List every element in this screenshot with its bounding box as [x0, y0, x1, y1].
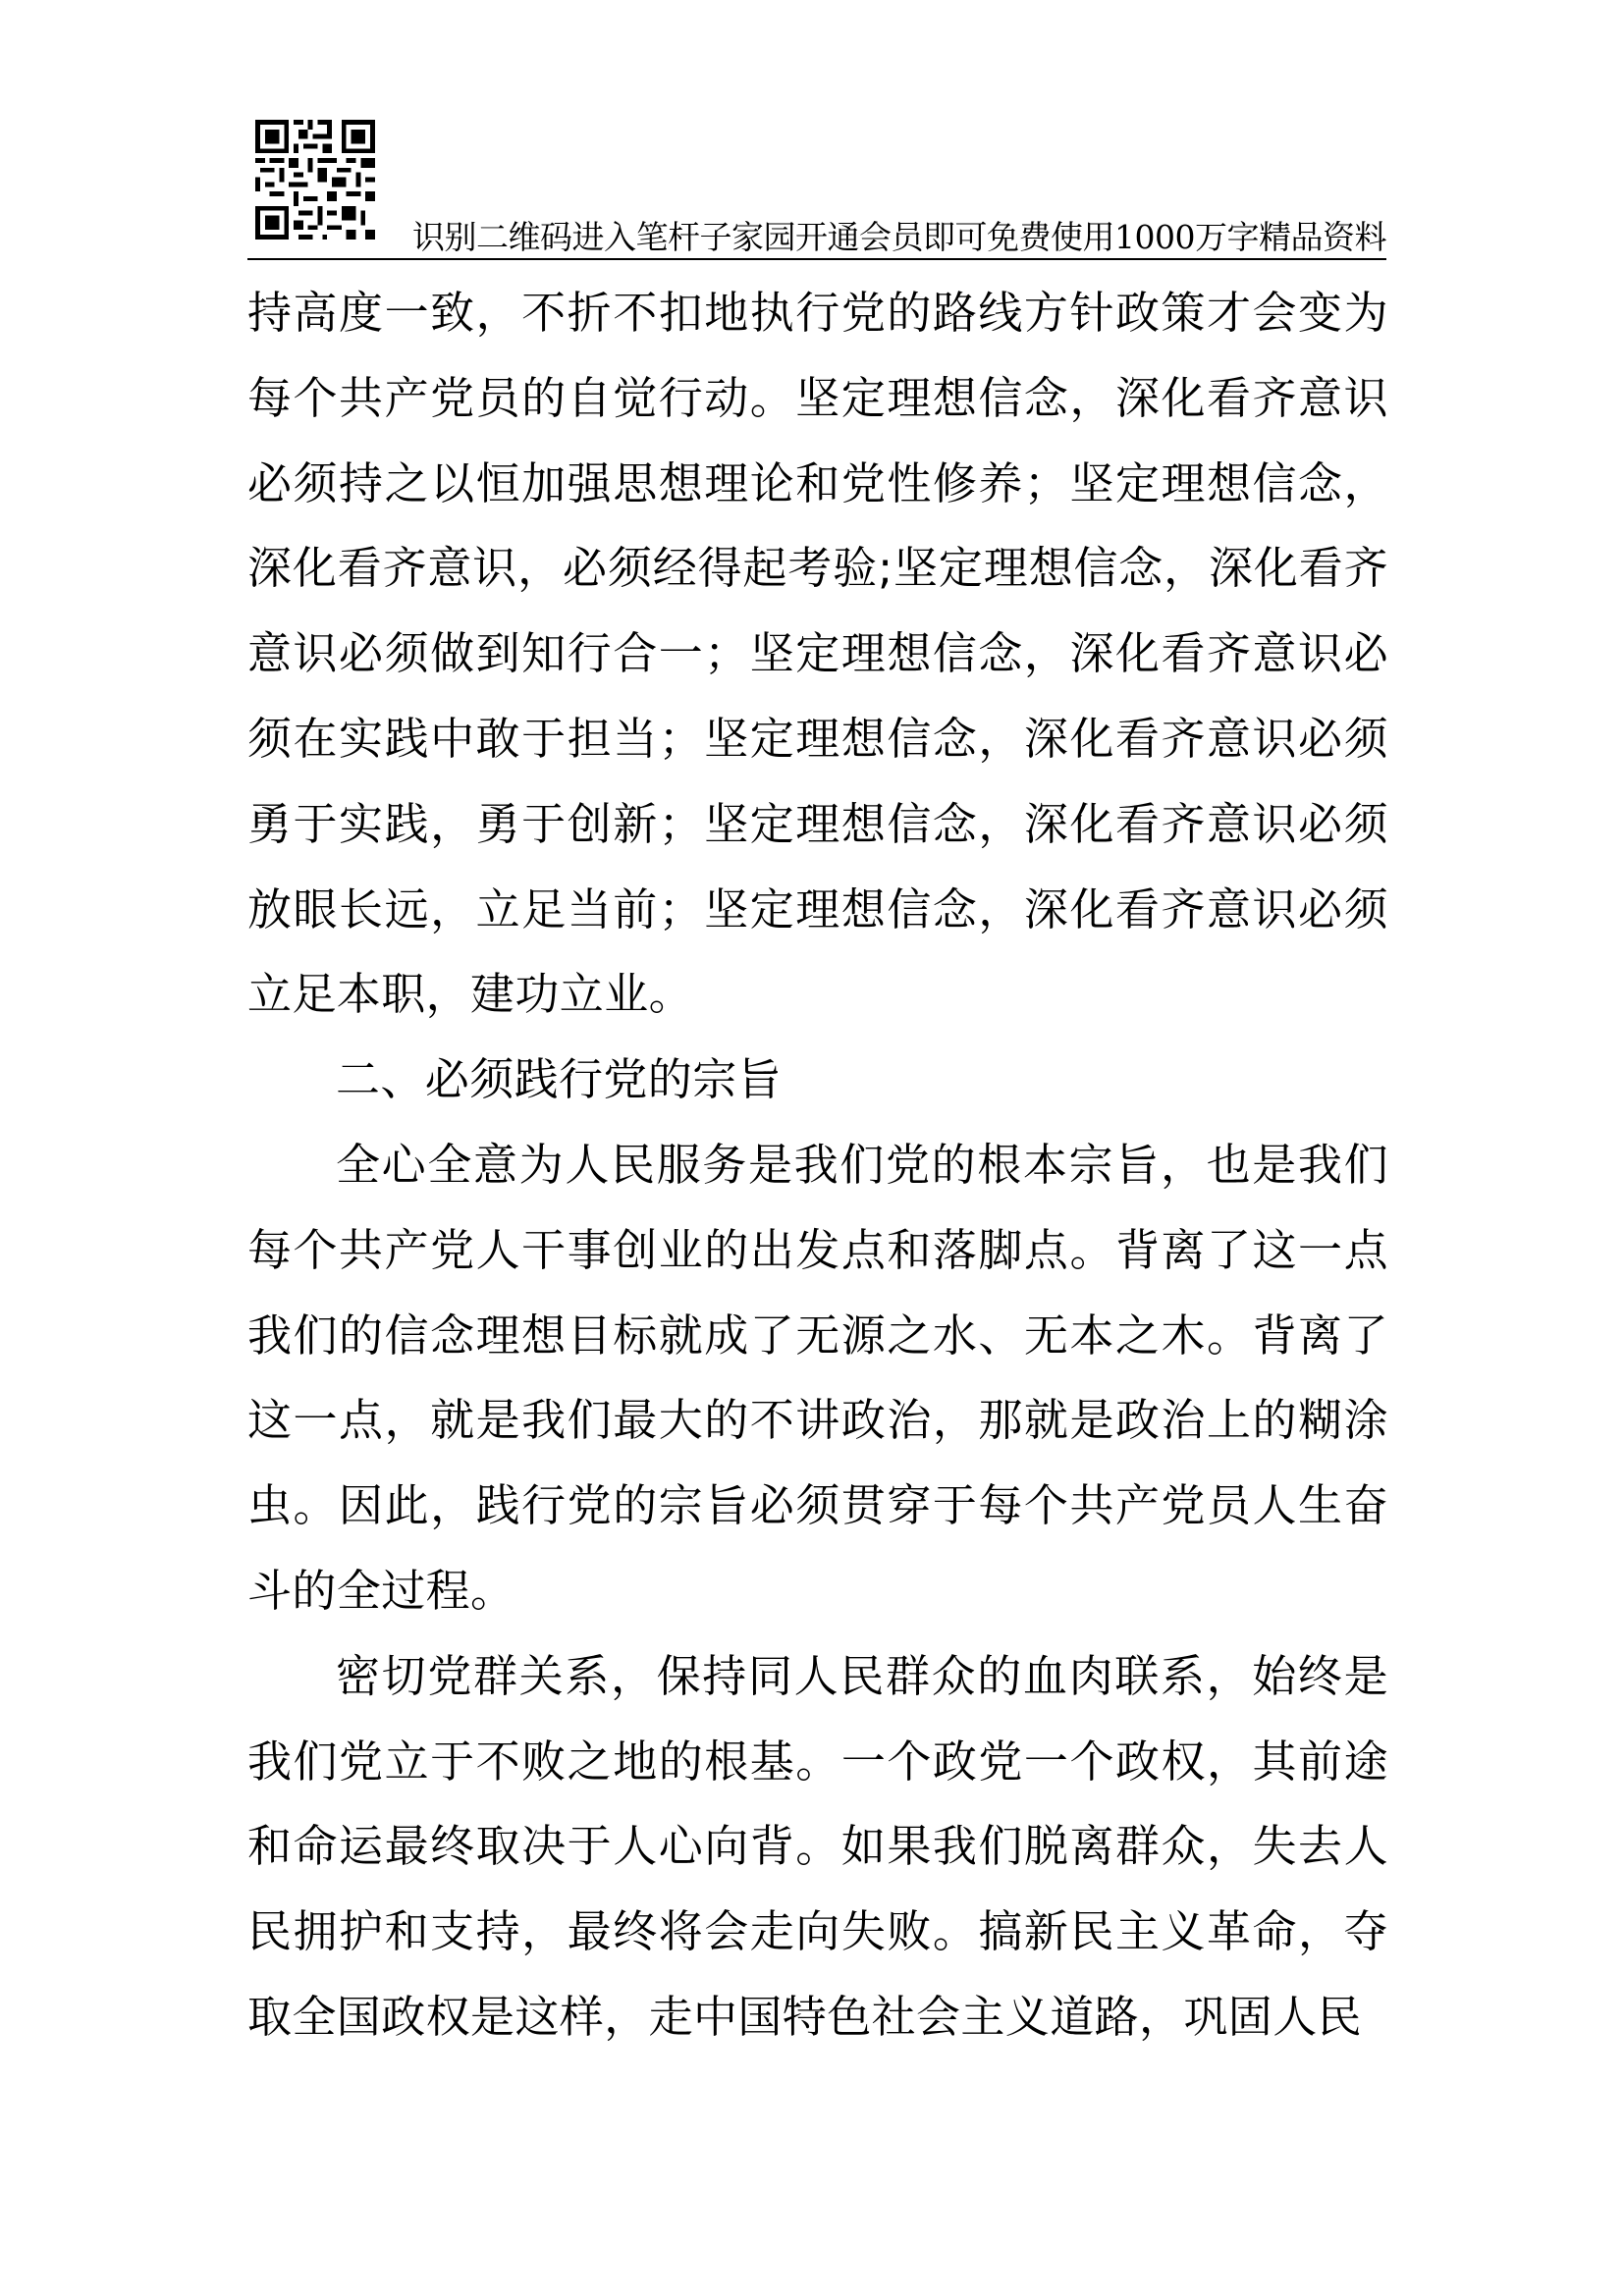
section-heading: 二、必须践行党的宗旨 — [336, 1053, 783, 1106]
document-body — [247, 271, 1388, 2060]
header-promo-text: 识别二维码进入笔杆子家园开通会员即可免费使用1000万字精品资料 — [412, 218, 1386, 256]
paragraph: 密切党群关系，保持同人民群众的血肉联系，始终是我们党立于不败之地的根基。一个政党一个政权，其前途和命运最终取决于人心向背。如果我们脱离群众，失去人民拥护和支持，最终将会走向失败。搞新民主义革命，夺取全国政权是这样，走中国特色社会主义道路，巩固人民 — [247, 1649, 1388, 2043]
paragraph: 持高度一致，不折不扣地执行党的路线方针政策才会变为每个共产党员的自觉行动。坚定理想信念，深化看齐意识必须持之以恒加强思想理论和党性修养；坚定理想信念，深化看齐意识，必须经得起考验;坚定理想信念，深化看齐意识必须做到知行合一；坚定理想信念，深化看齐意识必须在实践中敢于担当；坚定理想信念，深化看齐意识必须勇于实践，勇于创新；坚定理想信念，深化看齐意识必须放眼长远，立足当前；坚定理想信念，深化看齐意识必须立足本职，建功立业。 — [247, 287, 1388, 1021]
paragraph: 全心全意为人民服务是我们党的根本宗旨，也是我们每个共产党人干事创业的出发点和落脚点。背离了这一点我们的信念理想目标就成了无源之水、无本之木。背离了这一点，就是我们最大的不讲政治，那就是政治上的糊涂虫。因此，践行党的宗旨必须贯穿于每个共产党员人生奋斗的全过程。 — [247, 1138, 1388, 1617]
qr-code-image — [255, 120, 375, 240]
header-divider — [247, 258, 1386, 260]
page-header — [247, 116, 1386, 259]
